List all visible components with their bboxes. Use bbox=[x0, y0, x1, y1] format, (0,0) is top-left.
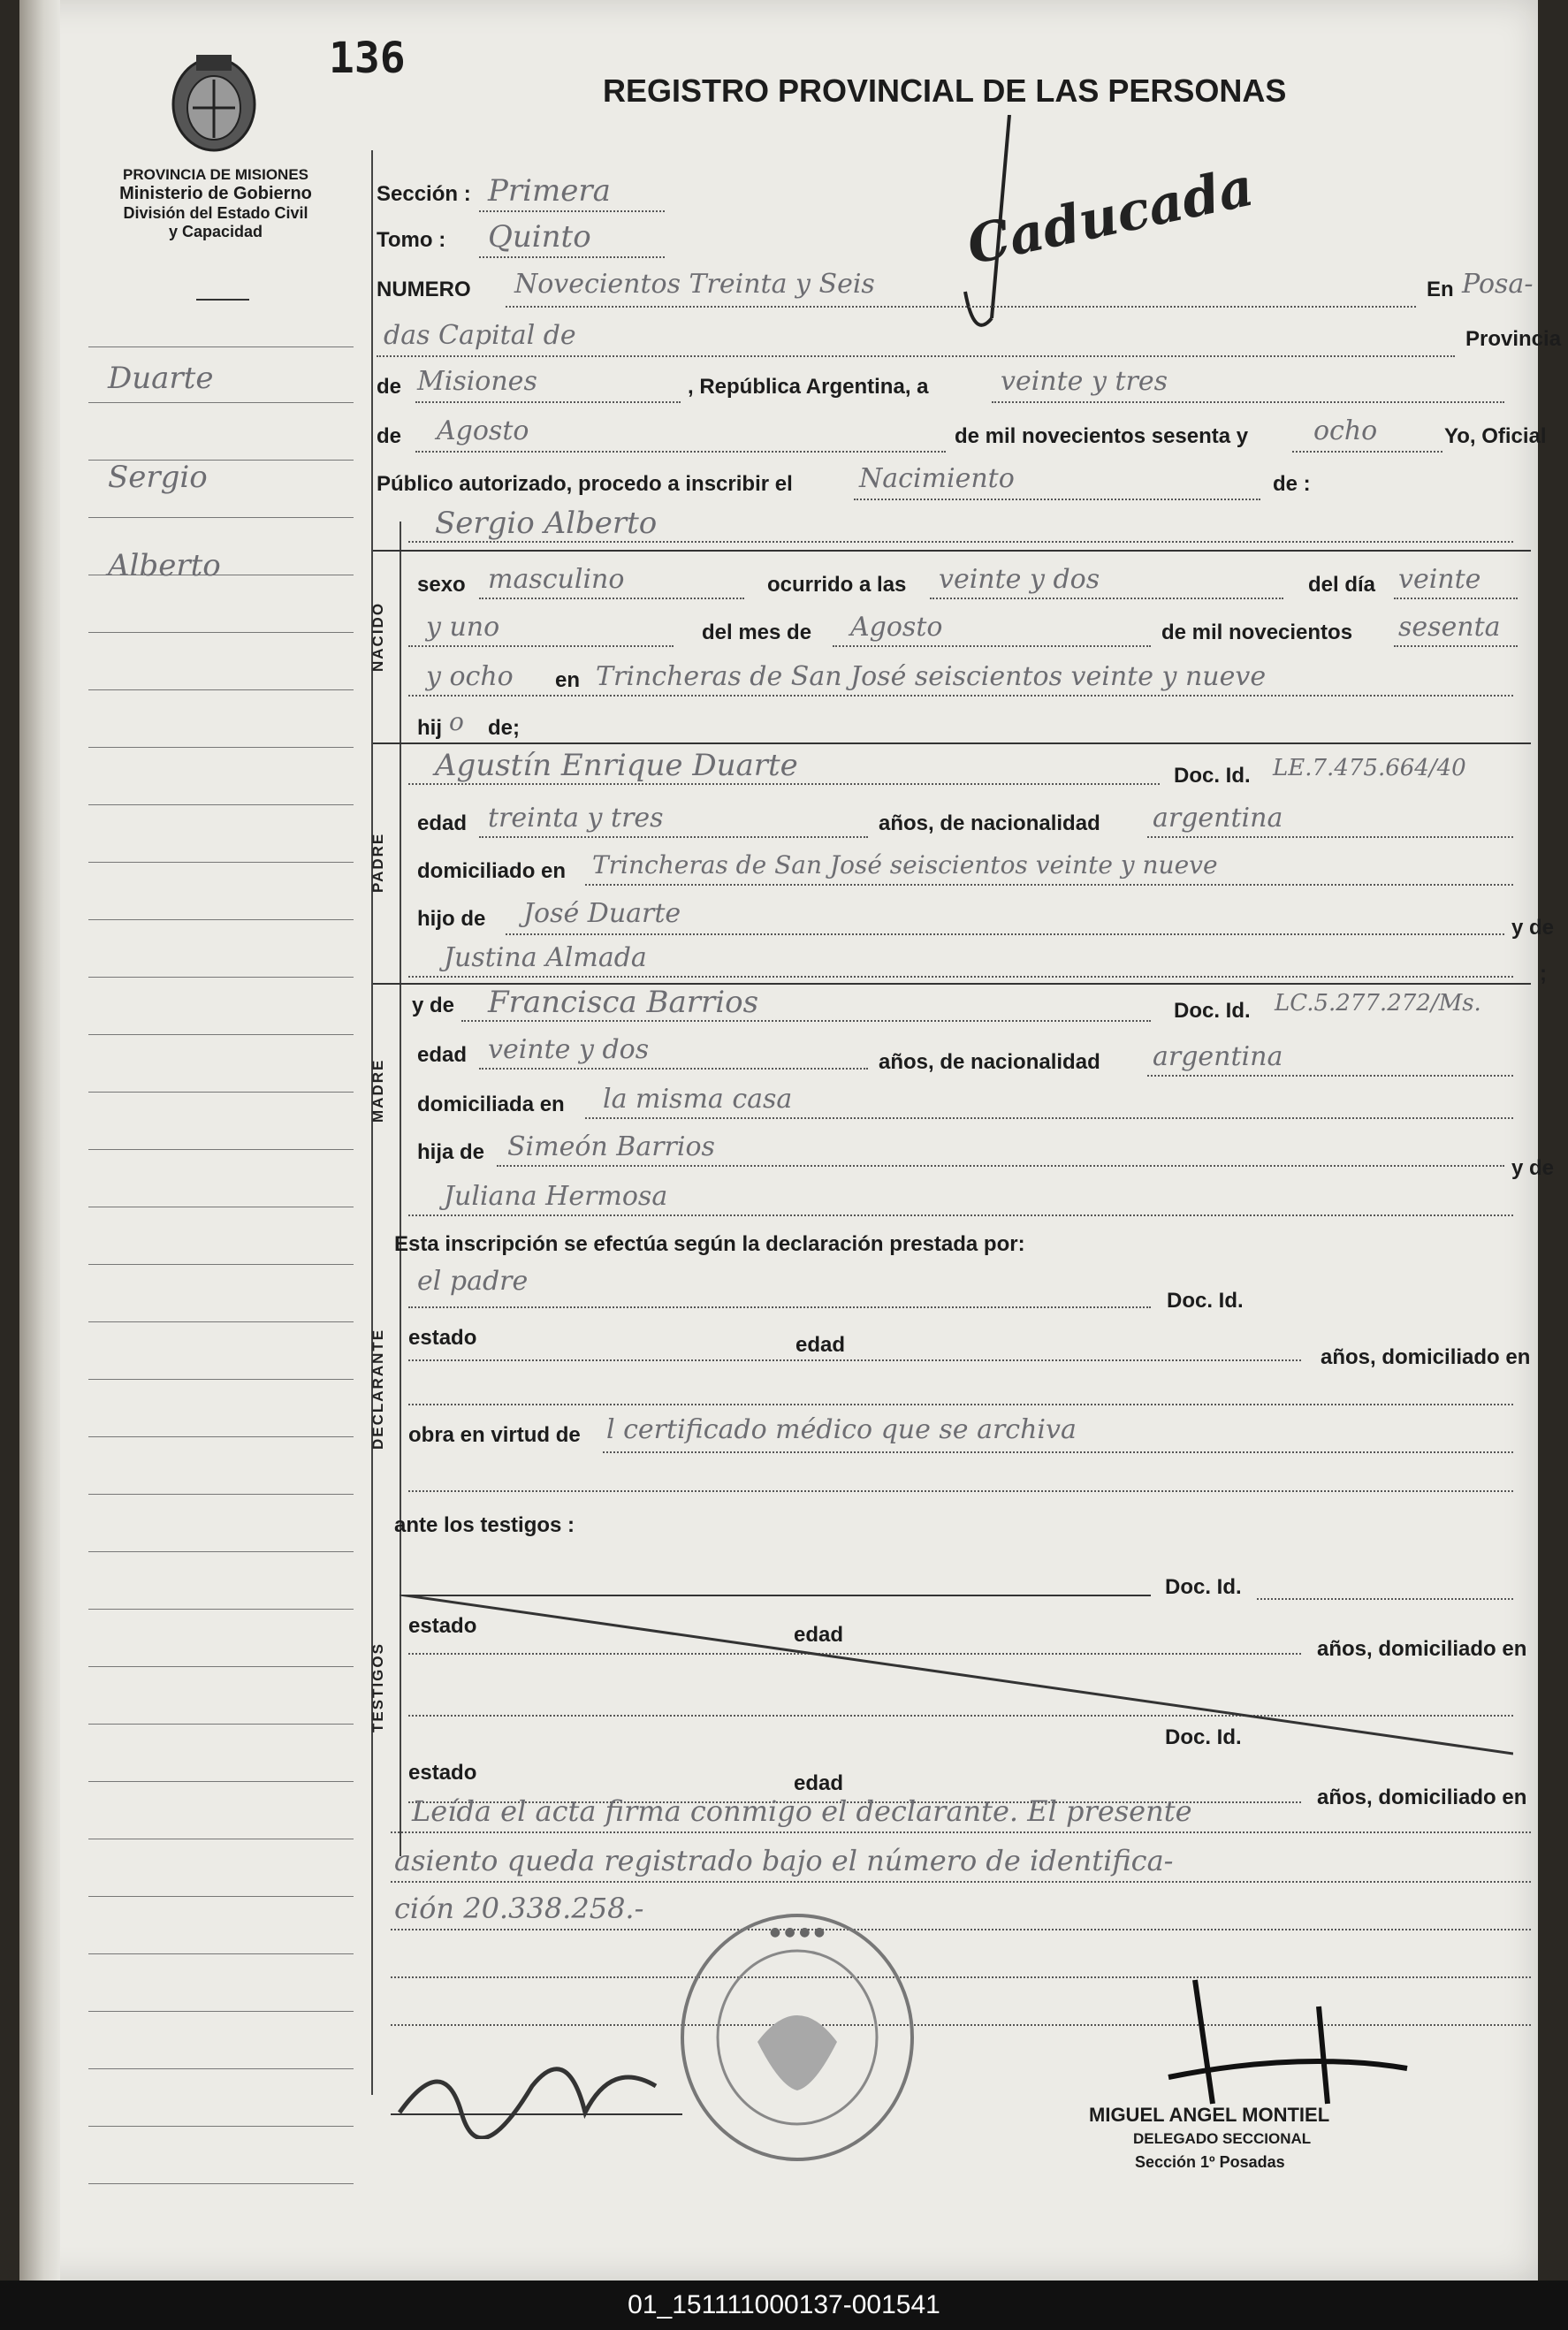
image-id-footer: 01_151111000137-001541 bbox=[0, 2281, 1568, 2330]
abuela-m-value: Juliana Hermosa bbox=[444, 1181, 668, 1212]
declarante-value: el padre bbox=[417, 1266, 529, 1297]
seccion-value: Primera bbox=[488, 173, 611, 209]
testigo2-estado-label: estado bbox=[408, 1761, 477, 1785]
declarante-dom-line bbox=[408, 1404, 1513, 1405]
madre-nac-label: años, de nacionalidad bbox=[879, 1050, 1100, 1074]
mes-nac-value: Agosto bbox=[850, 612, 943, 643]
hora-value: veinte y dos bbox=[939, 564, 1100, 595]
madre-nac-value: argentina bbox=[1153, 1041, 1283, 1072]
capacity-line: y Capacidad bbox=[168, 223, 263, 240]
mes-value: Agosto bbox=[437, 415, 529, 446]
official-role: DELEGADO SECCIONAL bbox=[1133, 2130, 1312, 2147]
margin-surname: Duarte bbox=[108, 361, 214, 396]
lugar-nac-line bbox=[408, 695, 1513, 697]
del-mes-label: del mes de bbox=[702, 621, 812, 644]
padre-line bbox=[408, 783, 1160, 785]
testigo1-doc-label: Doc. Id. bbox=[1165, 1575, 1242, 1599]
provincia-line bbox=[415, 401, 681, 403]
padre-doc-label: Doc. Id. bbox=[1174, 764, 1251, 788]
en-label: En bbox=[1427, 278, 1454, 301]
anio1-value: sesenta bbox=[1398, 612, 1501, 643]
dia-value: veinte bbox=[1398, 564, 1481, 595]
mil-nov-label: de mil novecientos bbox=[1161, 621, 1353, 644]
numero-value: Novecientos Treinta y Seis bbox=[514, 269, 875, 300]
declarante-estado-label: estado bbox=[408, 1326, 477, 1350]
provincia-value: Misiones bbox=[417, 366, 537, 397]
madre-abuela-y-de: y de bbox=[1511, 1156, 1555, 1180]
del-dia-label: del día bbox=[1308, 573, 1376, 597]
ano-value: ocho bbox=[1313, 415, 1378, 446]
tomo-value: Quinto bbox=[488, 219, 591, 255]
testigo2-edad-label: edad bbox=[794, 1771, 844, 1795]
sexo-label: sexo bbox=[417, 573, 466, 597]
cierre-line-3-rule bbox=[391, 1929, 1531, 1930]
tomo-label: Tomo : bbox=[377, 228, 446, 252]
padre-top bbox=[373, 742, 1531, 744]
anio1-line bbox=[1394, 645, 1518, 647]
testigos-strike-line bbox=[400, 1595, 1513, 1763]
yo-oficial-label: Yo, Oficial bbox=[1444, 424, 1547, 448]
official-name: MIGUEL ANGEL MONTIEL bbox=[1089, 2104, 1330, 2126]
nombre-line bbox=[408, 541, 1513, 543]
abuelo-m-value: Simeón Barrios bbox=[507, 1131, 715, 1162]
testigo2-anos-label: años, domiciliado en bbox=[1317, 1786, 1527, 1809]
tomo-line bbox=[479, 256, 665, 258]
inscripcion-label: Esta inscripción se efectúa según la declaración prestada por: bbox=[394, 1232, 1025, 1256]
abuela-m-line bbox=[408, 1214, 1513, 1216]
madre-doc-value: LC.5.277.272/Ms. bbox=[1275, 990, 1481, 1017]
mil-sesenta-label: de mil novecientos sesenta y bbox=[955, 424, 1249, 448]
madre-value: Francisca Barrios bbox=[488, 985, 759, 1020]
official-seal bbox=[674, 1909, 921, 2166]
madre-dom-label: domiciliada en bbox=[417, 1093, 565, 1116]
padre-y-de-label: y de bbox=[1511, 916, 1555, 940]
ano-line bbox=[1292, 451, 1442, 453]
seccion-label: Sección : bbox=[377, 182, 471, 206]
de-colon-label: de : bbox=[1273, 472, 1311, 496]
anio2-value: y ocho bbox=[426, 661, 514, 692]
official-signature bbox=[1036, 1971, 1478, 2121]
cierre-line-1: Leída el acta firma conmigo el declarante. El presente bbox=[412, 1794, 1192, 1828]
madre-edad-label: edad bbox=[417, 1043, 468, 1067]
sexo-value: masculino bbox=[488, 564, 625, 595]
nombre-value: Sergio Alberto bbox=[435, 506, 658, 541]
en2-label: en bbox=[555, 668, 581, 692]
declarante-anos-label: años, domiciliado en bbox=[1321, 1345, 1531, 1369]
title-rule bbox=[196, 299, 249, 301]
sexo-line bbox=[479, 598, 744, 599]
margin-name-2: Alberto bbox=[108, 548, 221, 583]
republica-label: , República Argentina, a bbox=[688, 375, 929, 399]
page-number: 136 bbox=[329, 34, 406, 83]
official-section: Sección 1º Posadas bbox=[1135, 2153, 1285, 2171]
padre-dom-value: Trincheras de San José seiscientos veinte y nueve bbox=[592, 850, 1218, 879]
acto-line bbox=[854, 499, 1260, 500]
padre-side-label: PADRE bbox=[369, 832, 386, 893]
mes-line bbox=[415, 451, 946, 453]
ministry-block bbox=[65, 166, 366, 241]
register-title: REGISTRO PROVINCIAL DE LAS PERSONAS bbox=[603, 72, 1287, 109]
madre-edad-line bbox=[479, 1068, 868, 1070]
svg-text:● ● ● ●: ● ● ● ● bbox=[769, 1925, 826, 1939]
ante-label: ante los testigos : bbox=[394, 1513, 575, 1537]
dia2-line bbox=[408, 645, 674, 647]
abuelo-p-value: José Duarte bbox=[523, 898, 681, 929]
padre-edad-line bbox=[479, 836, 868, 838]
padre-nac-value: argentina bbox=[1153, 803, 1283, 834]
obra-line-2 bbox=[408, 1490, 1513, 1492]
abuelo-p-line bbox=[506, 933, 1504, 935]
mes-nac-line bbox=[833, 645, 1151, 647]
hijo-de-label: hijo de bbox=[417, 907, 486, 931]
numero-label: NUMERO bbox=[377, 278, 471, 301]
abuelo-m-line bbox=[497, 1165, 1504, 1167]
declarante-line bbox=[408, 1306, 1151, 1308]
lugar-nac-value: Trincheras de San José seiscientos veinte y nueve bbox=[596, 661, 1267, 692]
madre-dom-value: la misma casa bbox=[603, 1084, 793, 1115]
seccion-line bbox=[479, 210, 665, 212]
padre-dom-label: domiciliado en bbox=[417, 859, 567, 883]
dia2-value: y uno bbox=[426, 612, 500, 643]
madre-doc-label: Doc. Id. bbox=[1174, 999, 1251, 1023]
obra-line bbox=[603, 1451, 1513, 1453]
lugar-line bbox=[377, 355, 1455, 357]
dia-letras-value: veinte y tres bbox=[1001, 366, 1168, 397]
hijo-value: o bbox=[449, 707, 464, 736]
en-value: Posa- bbox=[1462, 269, 1534, 300]
madre-dom-line bbox=[585, 1117, 1513, 1119]
padre-value: Agustín Enrique Duarte bbox=[435, 748, 798, 783]
hij-label: hij bbox=[417, 716, 442, 740]
caducada-stamp: Caducada bbox=[962, 156, 1260, 278]
abuela-p-value: Justina Almada bbox=[444, 942, 647, 973]
testigo2-doc-label: Doc. Id. bbox=[1165, 1725, 1242, 1749]
madre-y-de-label: y de bbox=[412, 994, 455, 1017]
ocurrido-label: ocurrido a las bbox=[767, 573, 907, 597]
declarante-edad-label: edad bbox=[795, 1333, 846, 1357]
obra-label: obra en virtud de bbox=[408, 1423, 581, 1447]
cierre-line-1-rule bbox=[391, 1831, 1531, 1833]
padre-dom-line bbox=[585, 884, 1513, 886]
hija-de-label: hija de bbox=[417, 1140, 485, 1164]
testigo1-estado-label: estado bbox=[408, 1614, 477, 1638]
padre-doc-value: LE.7.475.664/40 bbox=[1273, 755, 1466, 781]
acto-value: Nacimiento bbox=[859, 463, 1015, 494]
madre-nac-line bbox=[1147, 1075, 1513, 1077]
padre-edad-label: edad bbox=[417, 811, 468, 835]
testigo1-edad-label: edad bbox=[794, 1623, 844, 1647]
punto-coma: ; bbox=[1540, 962, 1547, 986]
cierre-line-3: ción 20.338.258.- bbox=[394, 1892, 644, 1925]
nacido-top bbox=[373, 550, 1531, 552]
dia-line bbox=[1394, 598, 1518, 599]
lugar-value: das Capital de bbox=[384, 320, 576, 351]
dia-letras-line bbox=[992, 401, 1504, 403]
testigo1-anos-label: años, domiciliado en bbox=[1317, 1637, 1527, 1661]
de2-label: de bbox=[377, 424, 402, 448]
margin-name-1: Sergio bbox=[108, 460, 208, 495]
declarante-signature bbox=[391, 2033, 691, 2139]
padre-nac-label: años, de nacionalidad bbox=[879, 811, 1100, 835]
de-label: de bbox=[377, 375, 402, 399]
hora-line bbox=[930, 598, 1283, 599]
declarante-doc-label: Doc. Id. bbox=[1167, 1289, 1244, 1313]
madre-side-label: MADRE bbox=[369, 1058, 386, 1123]
obra-value: l certificado médico que se archiva bbox=[606, 1414, 1077, 1445]
declarante-side-label: DECLARANTE bbox=[369, 1328, 386, 1450]
register-page bbox=[19, 0, 1562, 2281]
coat-of-arms-icon bbox=[161, 44, 267, 159]
cierre-line-2: asiento queda registrado bajo el número de identifica- bbox=[394, 1844, 1174, 1877]
left-column-rule bbox=[371, 150, 373, 2095]
madre-edad-value: veinte y dos bbox=[488, 1034, 650, 1065]
numero-line bbox=[506, 306, 1416, 308]
declarante-edad-line bbox=[408, 1359, 1301, 1361]
padre-edad-value: treinta y tres bbox=[488, 803, 664, 834]
division-line: División del Estado Civil bbox=[123, 204, 308, 222]
madre-line bbox=[461, 1020, 1151, 1022]
publico-label: Público autorizado, procedo a inscribir el bbox=[377, 472, 793, 496]
book-binding bbox=[19, 0, 60, 2281]
provincia-label: Provincia bbox=[1465, 327, 1562, 351]
ministry-line: Ministerio de Gobierno bbox=[119, 184, 312, 203]
abuela-p-line bbox=[408, 976, 1513, 978]
stamp-flourish bbox=[956, 115, 1045, 345]
testigos-side-label: TESTIGOS bbox=[369, 1642, 386, 1732]
province-line: PROVINCIA DE MISIONES bbox=[122, 166, 308, 183]
nacido-side-label: NACIDO bbox=[369, 601, 386, 672]
de-semi-label: de; bbox=[488, 716, 520, 740]
cierre-line-2-rule bbox=[391, 1881, 1531, 1883]
padre-nac-line bbox=[1147, 836, 1513, 838]
